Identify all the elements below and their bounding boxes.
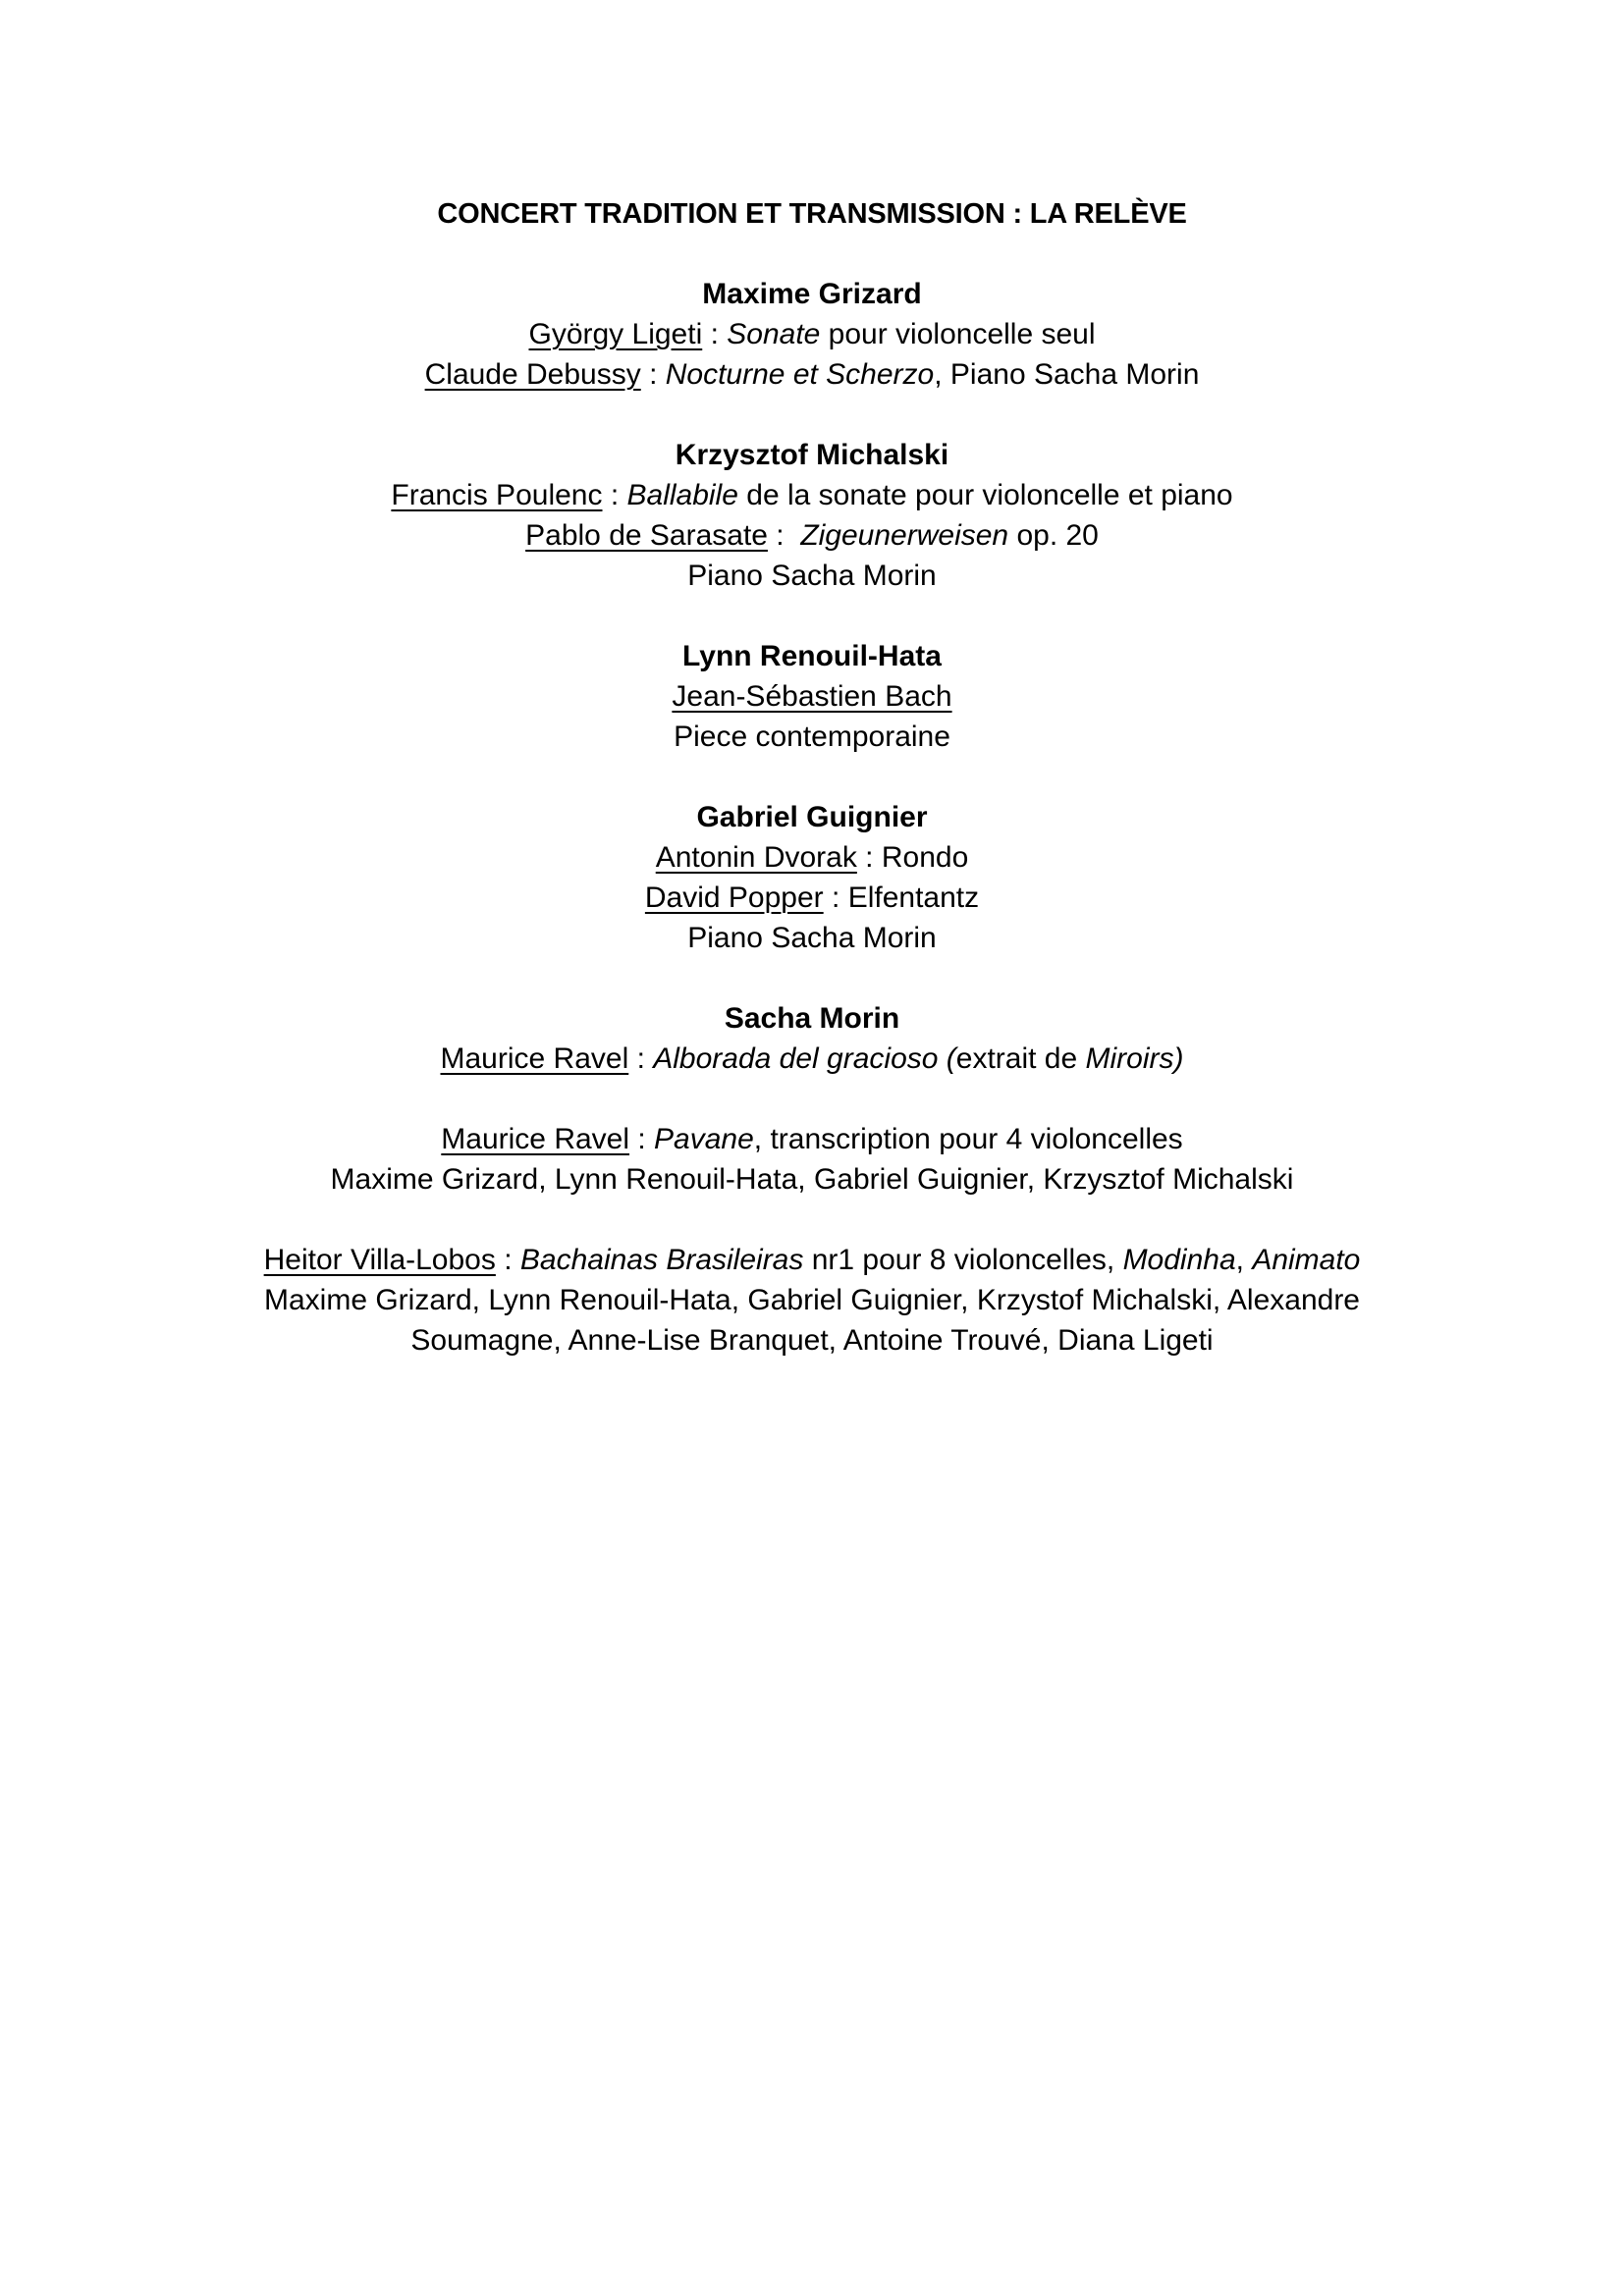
work-title: Bachainas Brasileiras <box>519 1244 804 1276</box>
performer-heading: Lynn Renouil-Hata <box>682 640 942 672</box>
composer-name: Maurice Ravel <box>441 1123 630 1155</box>
accompanist-note: Piano Sacha Morin <box>687 922 937 954</box>
composer-name: Heitor Villa-Lobos <box>263 1244 496 1276</box>
work-title: Ballabile <box>626 479 738 511</box>
work-title: Modinha <box>1122 1244 1236 1276</box>
performer-heading: Sacha Morin <box>724 1002 900 1035</box>
work-title: Zigeunerweisen <box>800 519 1009 552</box>
performer-heading: Maxime Grizard <box>702 278 922 310</box>
separator: : <box>702 318 728 350</box>
work-detail: Rondo <box>881 841 969 874</box>
work-title: Nocturne et Scherzo <box>665 358 935 391</box>
spacer <box>157 395 1467 435</box>
separator: : <box>602 479 627 511</box>
separator: : <box>629 1123 655 1155</box>
program-line <box>157 1240 1467 1280</box>
composer-name: Antonin Dvorak <box>655 841 857 874</box>
concert-title: CONCERT TRADITION ET TRANSMISSION : LA RELÈVE <box>437 198 1187 230</box>
work-detail: extrait de <box>955 1042 1086 1075</box>
composer-name: Jean-Sébastien Bach <box>672 680 952 713</box>
program-line <box>157 475 1467 515</box>
spacer <box>157 1200 1467 1240</box>
separator: : <box>640 358 666 391</box>
work-title: Sonate <box>727 318 821 350</box>
program-content <box>157 194 1467 1361</box>
spacer <box>157 235 1467 274</box>
work-detail: , transcription pour 4 violoncelles <box>753 1123 1183 1155</box>
accompanist-note: Piano Sacha Morin <box>687 560 937 592</box>
spacer <box>157 757 1467 797</box>
separator: : <box>767 519 801 552</box>
separator: : <box>495 1244 520 1276</box>
work-title: Alborada del gracioso ( <box>653 1042 956 1075</box>
separator: : <box>856 841 882 874</box>
composer-name: Pablo de Sarasate <box>525 519 768 552</box>
work-detail: Elfentantz <box>847 881 980 914</box>
work-title: Animato <box>1252 1244 1361 1276</box>
work-detail: op. 20 <box>1008 519 1099 552</box>
separator: , <box>1235 1244 1253 1276</box>
spacer <box>157 958 1467 998</box>
program-line <box>157 837 1467 878</box>
composer-name: David Popper <box>644 881 824 914</box>
composer-name: György Ligeti <box>528 318 703 350</box>
program-line <box>157 676 1467 717</box>
separator: : <box>823 881 848 914</box>
performer-heading: Gabriel Guignier <box>696 801 928 833</box>
work-title: Pavane <box>654 1123 754 1155</box>
ensemble-performers: Maxime Grizard, Lynn Renouil-Hata, Gabriel Guignier, Krzysztof Michalski <box>330 1163 1294 1196</box>
composer-name: Claude Debussy <box>424 358 641 391</box>
program-line <box>157 1039 1467 1079</box>
separator: : <box>628 1042 654 1075</box>
spacer <box>157 1079 1467 1119</box>
work-detail: pour violoncelle seul <box>820 318 1096 350</box>
work-detail: nr1 pour 8 violoncelles, <box>803 1244 1123 1276</box>
spacer <box>157 596 1467 636</box>
work-detail: , Piano Sacha Morin <box>934 358 1200 391</box>
work-detail: de la sonate pour violoncelle et piano <box>737 479 1233 511</box>
work-title: Miroirs) <box>1085 1042 1184 1075</box>
program-line <box>157 314 1467 354</box>
program-line <box>157 878 1467 918</box>
program-line <box>157 354 1467 395</box>
performer-heading: Krzysztof Michalski <box>675 439 949 471</box>
ensemble-performers: Maxime Grizard, Lynn Renouil-Hata, Gabriel Guignier, Krzystof Michalski, Alexandre <box>263 1284 1360 1316</box>
composer-name: Francis Poulenc <box>391 479 603 511</box>
ensemble-performers: Soumagne, Anne-Lise Branquet, Antoine Trouvé, Diana Ligeti <box>410 1324 1214 1357</box>
work-detail: Piece contemporaine <box>674 721 950 753</box>
composer-name: Maurice Ravel <box>440 1042 629 1075</box>
program-line <box>157 515 1467 556</box>
program-line <box>157 1119 1467 1159</box>
